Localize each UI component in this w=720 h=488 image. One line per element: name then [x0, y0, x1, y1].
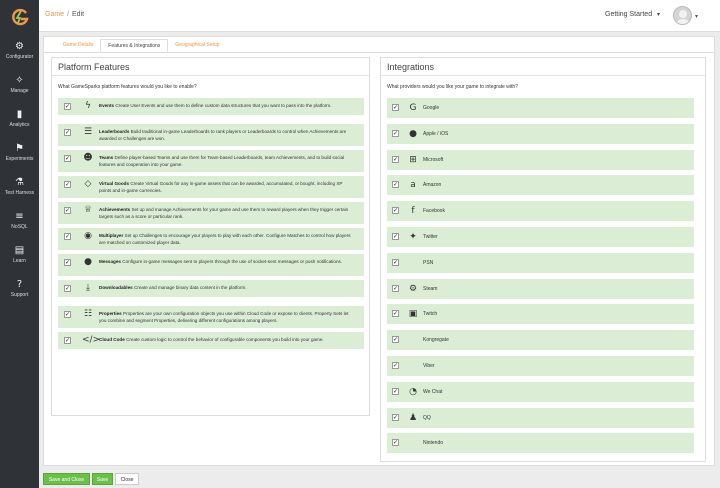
feature-description: Set up Challenges to encourage your players to play with each other. Configure Matches to control how players are matched on customized player data. — [99, 233, 351, 245]
main-panel — [43, 36, 715, 466]
sidebar-item-label: Manage — [10, 88, 29, 94]
integration-row-kongregate[interactable] — [387, 330, 694, 350]
feature-checkbox[interactable]: ✓ — [65, 129, 71, 136]
feature-name: Virtual Goods — [99, 181, 130, 186]
integration-label: Amazon — [423, 182, 442, 189]
integration-row-google[interactable] — [387, 98, 694, 118]
integration-checkbox[interactable]: ✓ — [393, 233, 399, 240]
feature-text — [99, 232, 354, 246]
integration-row-qq[interactable] — [387, 408, 694, 428]
save-button[interactable]: Save — [92, 473, 113, 485]
diamond-icon: ◇ — [84, 179, 92, 189]
feature-row-virtual-goods[interactable] — [58, 176, 364, 198]
integration-checkbox[interactable]: ✓ — [393, 155, 399, 163]
integration-label: Apple / iOS — [423, 130, 449, 137]
sidebar-item-label: Configurator — [5, 54, 34, 60]
integrations-title: Integrations — [381, 58, 705, 76]
integration-checkbox[interactable]: ✓ — [393, 207, 399, 215]
integration-label: Facebook — [423, 208, 445, 215]
bolt-icon: ϟ — [85, 101, 91, 111]
sidebar-item-label: Test Harness — [4, 190, 35, 196]
amazon-icon: a — [410, 180, 416, 191]
integration-checkbox[interactable]: ✓ — [393, 336, 399, 344]
sidebar-item-configurator[interactable] — [0, 34, 39, 68]
feature-name: Properties — [99, 311, 122, 316]
question-icon: ? — [16, 279, 23, 290]
list-icon: ☰ — [83, 127, 93, 137]
feature-checkbox[interactable]: ✓ — [65, 155, 71, 162]
integration-checkbox[interactable]: ✓ — [393, 413, 399, 421]
download-icon: ⤓ — [86, 283, 90, 293]
tab-geographical-setup[interactable]: Geographical Setup — [175, 42, 220, 48]
integration-row-nintendo[interactable] — [387, 433, 694, 453]
integrations-card — [380, 57, 706, 462]
breadcrumb-current: Edit — [72, 11, 85, 18]
getting-started-menu[interactable] — [605, 11, 660, 18]
top-bar — [39, 0, 720, 32]
feature-name: Downloadables — [99, 285, 133, 290]
feature-text — [99, 206, 354, 220]
feature-row-properties[interactable] — [58, 306, 364, 328]
tab-bar — [56, 39, 226, 53]
sidebar-item-experiments[interactable] — [0, 136, 39, 170]
sidebar-item-manage[interactable] — [0, 68, 39, 102]
feature-description: Define player-based Teams and use them for Team-based Leaderboards, team Achievements, and to build social features and cooperation into your game. — [99, 155, 345, 167]
feature-text — [99, 258, 354, 265]
lightbulb-icon: ✧ — [15, 75, 24, 86]
integration-row-microsoft[interactable] — [387, 150, 694, 170]
feature-checkbox[interactable]: ✓ — [65, 337, 71, 344]
integration-label: Kongregate — [423, 337, 449, 344]
feature-description: Create Virtual Goods for any in-game assets that can be awarded, accumulated, or bought, including XP points and in-game currencies. — [99, 181, 343, 193]
breadcrumb — [45, 11, 84, 18]
gamesparks-logo[interactable] — [0, 0, 39, 34]
integration-row-facebook[interactable] — [387, 201, 694, 221]
integrations-subtitle: What providers would you like your game to integrate with? — [387, 84, 518, 90]
users-icon: ☻ — [83, 153, 93, 163]
close-button[interactable]: Close — [115, 473, 139, 485]
sidebar-item-label: Support — [10, 292, 29, 298]
feature-text — [99, 102, 354, 109]
feature-name: Achievements — [99, 207, 131, 212]
code-icon: </> — [82, 335, 101, 345]
feature-name: Leaderboards — [99, 129, 130, 134]
beaker-icon: ⚗ — [15, 177, 24, 188]
avatar[interactable] — [673, 6, 692, 25]
integration-label: Nintendo — [423, 440, 444, 447]
integration-label: Twitch — [423, 311, 438, 318]
breadcrumb-separator: / — [67, 11, 70, 18]
feature-text — [99, 336, 354, 343]
windows-icon: ⊞ — [409, 154, 417, 165]
integration-label: Viber — [423, 363, 435, 369]
sidebar-item-nosql[interactable] — [0, 204, 39, 238]
sidebar — [0, 0, 39, 488]
bar-chart-icon: ▮ — [16, 109, 23, 120]
integration-label: Microsoft — [423, 156, 444, 163]
feature-row-teams[interactable] — [58, 150, 364, 172]
feature-text — [99, 180, 354, 194]
feature-description: Configure in-game messages sent to players through the use of socket-sent messages or push notifications. — [122, 259, 343, 264]
platform-features-title: Platform Features — [52, 58, 369, 76]
feature-name: Messages — [99, 259, 121, 264]
integration-row-psn[interactable] — [387, 253, 694, 273]
chat-icon: ● — [84, 257, 92, 267]
action-bar — [39, 470, 720, 488]
feature-name: Teams — [99, 155, 114, 160]
sidebar-item-test-harness[interactable] — [0, 170, 39, 204]
feature-description: Create User Events and use them to define custom data structures that you want to pass into the platform. — [115, 103, 332, 108]
sidebar-item-analytics[interactable] — [0, 102, 39, 136]
feature-checkbox[interactable]: ✓ — [65, 259, 71, 266]
integration-row-viber[interactable] — [387, 356, 694, 376]
integration-checkbox[interactable]: ✓ — [393, 362, 399, 369]
integration-checkbox[interactable]: ✓ — [393, 104, 399, 111]
platform-features-card — [51, 57, 370, 416]
feature-row-events[interactable] — [58, 98, 364, 115]
properties-list-icon: ☷ — [83, 309, 93, 319]
feature-checkbox[interactable]: ✓ — [65, 207, 71, 214]
integration-label: Steam — [423, 285, 438, 292]
feature-text — [99, 284, 354, 291]
integration-row-twitter[interactable] — [387, 227, 694, 247]
feature-description: Create and manage binary data content in the platform. — [133, 285, 247, 290]
integration-checkbox[interactable]: ✓ — [393, 129, 399, 137]
integration-label: QQ — [423, 414, 431, 421]
sidebar-item-label: Experiments — [5, 156, 34, 162]
feature-row-leaderboards[interactable] — [58, 124, 364, 146]
tab-game-details[interactable]: Game Details — [63, 42, 94, 48]
getting-started-label: Getting Started — [605, 11, 653, 18]
integration-label: Twitter — [423, 234, 438, 240]
integration-row-we-chat[interactable] — [387, 382, 694, 402]
twitch-icon: ▣ — [408, 309, 418, 320]
feature-checkbox[interactable]: ✓ — [65, 103, 71, 110]
feature-checkbox[interactable]: ✓ — [65, 181, 71, 188]
integration-checkbox[interactable]: ✓ — [393, 258, 399, 266]
qq-icon: ♟ — [408, 412, 418, 423]
feature-checkbox[interactable]: ✓ — [65, 311, 71, 318]
integration-label: Google — [423, 105, 440, 111]
database-icon: ≡ — [15, 211, 24, 222]
chevron-down-icon: ▾ — [657, 12, 661, 18]
flask-icon: ⚑ — [15, 143, 24, 154]
avatar-chevron-down-icon[interactable]: ▾ — [695, 14, 699, 20]
integration-checkbox[interactable]: ✓ — [393, 181, 399, 189]
feature-description: Set up and manage Achievements for your game and use them to reward players when they trigger certain targets such as a score or particular rank. — [99, 207, 349, 219]
feature-name: Cloud Code — [99, 337, 125, 342]
feature-row-messages[interactable] — [58, 254, 364, 276]
feature-name: Multiplayer — [99, 233, 124, 238]
feature-description: Properties are your own configuration objects you use within Cloud Code or expose to clients. Property Sets let you combine and segment Properties, delivering different configurations among players. — [99, 311, 349, 323]
feature-text — [99, 310, 354, 324]
integration-checkbox[interactable]: ✓ — [393, 284, 399, 292]
integration-checkbox[interactable]: ✓ — [393, 310, 399, 318]
sidebar-item-label: Learn — [13, 258, 26, 264]
trophy-icon: ♕ — [83, 205, 93, 215]
feature-description: Create custom logic to control the behavior of configurable components you build into your game. — [126, 337, 324, 342]
controller-icon: ⚙ — [15, 41, 24, 52]
feature-description: Build traditional in-game Leaderboards to rank players or Leaderboards to control when Achievements are awarded or Challenges are won. — [99, 129, 347, 141]
integration-checkbox[interactable]: ✓ — [393, 387, 399, 395]
steam-icon: ⚙ — [408, 283, 418, 294]
google-icon: G — [409, 103, 417, 113]
feature-text — [99, 154, 354, 168]
apple-icon: ● — [409, 128, 417, 139]
integration-checkbox[interactable]: ✓ — [393, 439, 399, 447]
feature-row-achievements[interactable] — [58, 202, 364, 224]
save-and-close-button[interactable]: Save and Close — [43, 473, 90, 485]
feature-row-cloud-code[interactable] — [58, 332, 364, 349]
feature-row-multiplayer[interactable] — [58, 228, 364, 250]
globe-icon: ◉ — [84, 231, 92, 241]
platform-features-subtitle: What GameSparks platform features would you like to enable? — [58, 84, 197, 90]
feature-text — [99, 128, 354, 142]
sidebar-item-support[interactable] — [0, 272, 39, 306]
tab-features-integrations[interactable]: Features & Integrations — [100, 39, 168, 52]
integration-row-amazon[interactable] — [387, 175, 694, 195]
integration-row-apple-ios[interactable] — [387, 124, 694, 144]
wechat-icon: ◔ — [409, 386, 417, 397]
feature-name: Events — [99, 103, 115, 108]
integration-row-twitch[interactable] — [387, 304, 694, 324]
integration-label: PSN — [423, 259, 434, 266]
twitter-icon: ✦ — [409, 232, 417, 242]
integration-row-steam[interactable] — [387, 279, 694, 299]
facebook-icon: f — [411, 206, 415, 217]
sidebar-item-label: Analytics — [9, 122, 30, 128]
sidebar-item-learn[interactable] — [0, 238, 39, 272]
book-icon: ▤ — [14, 245, 25, 256]
sidebar-item-label: NoSQL — [11, 224, 28, 230]
feature-checkbox[interactable]: ✓ — [65, 233, 71, 240]
feature-checkbox[interactable]: ✓ — [65, 285, 71, 292]
breadcrumb-game-link[interactable]: Game — [45, 11, 65, 18]
feature-row-downloadables[interactable] — [58, 280, 364, 297]
integration-label: We Chat — [423, 388, 443, 395]
